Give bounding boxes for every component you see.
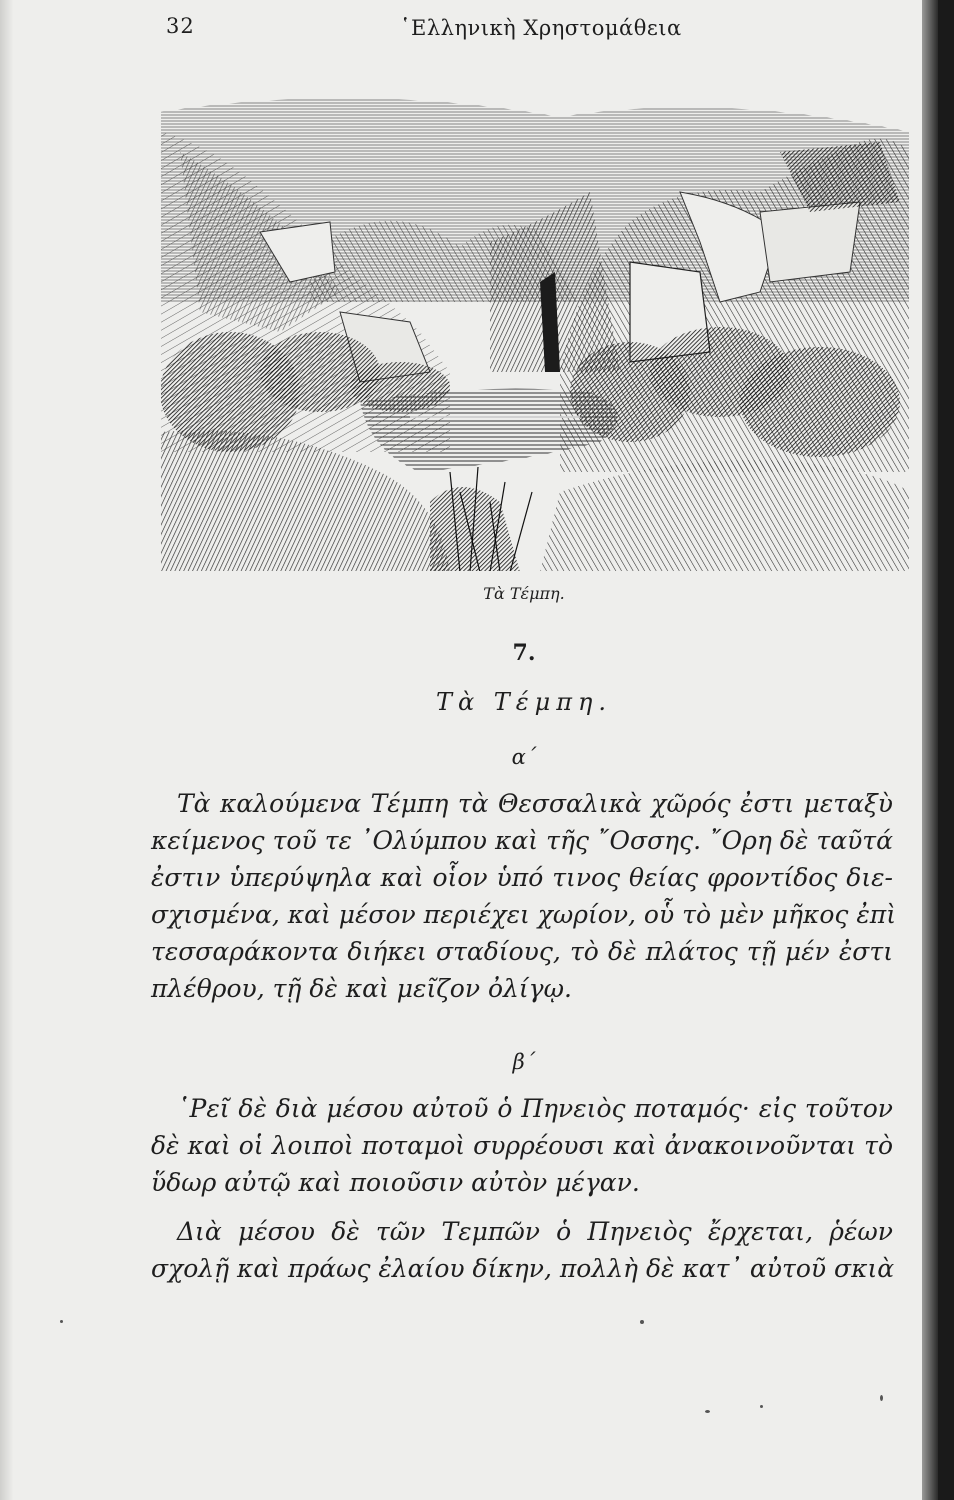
chapter-title: Τὰ Τέμπη. (435, 688, 613, 716)
text-line: σχολῇ καὶ πράως ἐλαίου δίκην, πολλὴ δὲ κατ᾿ αὐτοῦ σκιὰ (151, 1254, 895, 1283)
section-mark-alpha: α΄ (511, 745, 537, 769)
illustration-caption: Τὰ Τέμπη. (483, 584, 565, 603)
text-line: Τὰ καλούμενα Τέμπη τὰ Θεσσαλικὰ χῶρός ἐστι μεταξὺ (177, 789, 893, 818)
text-line: δὲ καὶ οἱ λοιποὶ ποταμοὶ συρρέουσι καὶ ἀνακοινοῦνται τὸ (151, 1131, 893, 1160)
text-line: κείμενος τοῦ τε ᾿Ολύμπου καὶ τῆς ῎Οσσης. ῎Ορη δὲ ταῦτά (151, 826, 893, 855)
page-number: 32 (166, 14, 195, 38)
text-line: Διὰ μέσου δὲ τῶν Τεμπῶν ὁ Πηνειὸς ἔρχεται, ῥέων (177, 1217, 893, 1246)
text-line: σχισμένα, καὶ μέσον περιέχει χωρίον, οὗ τὸ μὲν μῆκος ἐπὶ (151, 900, 897, 929)
chapter-number: 7. (512, 640, 536, 666)
paragraph-alpha-1 (151, 785, 897, 1007)
text-line: πλέθρου, τῇ δὲ καὶ μεῖζον ὀλίγῳ. (151, 974, 572, 1003)
tempe-engraving (160, 72, 910, 572)
paragraph-beta-1 (151, 1090, 893, 1201)
text-line: ὕδωρ αὐτῷ καὶ ποιοῦσιν αὐτὸν μέγαν. (151, 1168, 640, 1197)
paragraph-beta-2 (151, 1213, 893, 1287)
text-line: ἐστιν ὑπερύψηλα καὶ οἷον ὑπό τινος θείας φροντίδος διε- (151, 863, 893, 892)
section-mark-beta: β΄ (512, 1050, 536, 1074)
text-line: ῾Ρεῖ δὲ διὰ μέσου αὐτοῦ ὁ Πηνειὸς ποταμός· εἰς τοῦτον (177, 1094, 893, 1123)
text-line: τεσσαράκοντα διήκει σταδίους, τὸ δὲ πλάτος τῇ μέν ἐστι (151, 937, 893, 966)
running-title: ῾Ελληνικὴ Χρηστομάθεια (400, 16, 682, 40)
